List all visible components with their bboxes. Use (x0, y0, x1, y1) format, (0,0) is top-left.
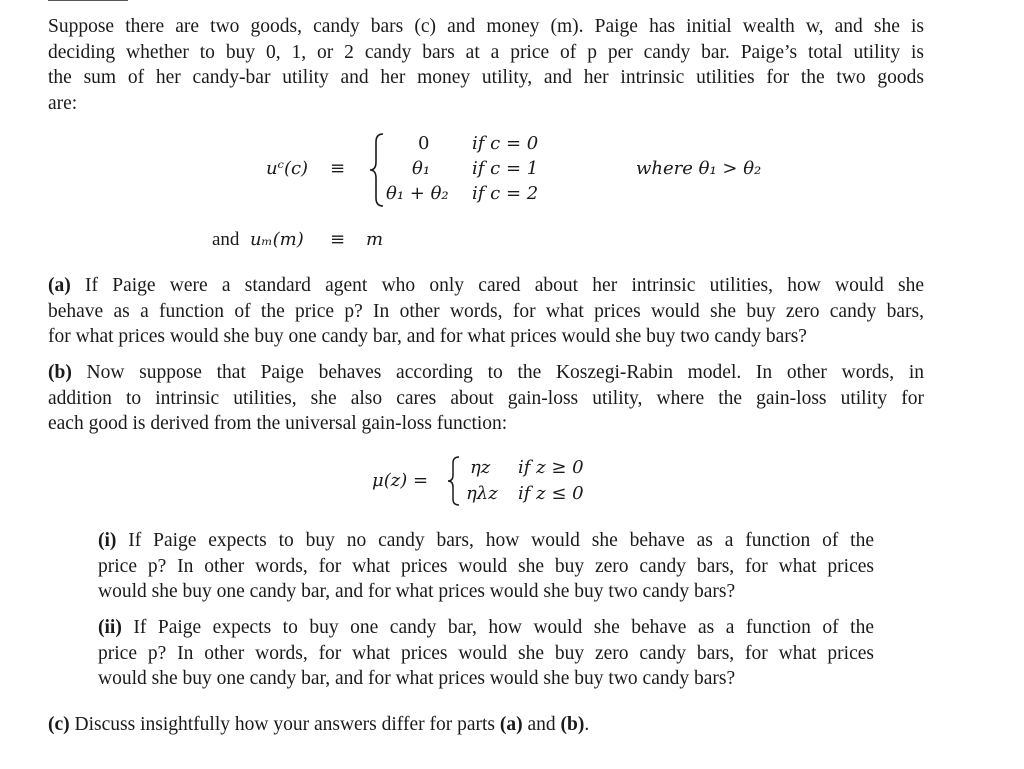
part-c-and: and (527, 714, 556, 735)
eq3-brace (446, 455, 462, 507)
part-b-ii-line: would she buy one candy bar, and for what prices would she buy two candy bars? (98, 668, 736, 690)
part-b-ii (98, 615, 874, 692)
eq2-rhs: m (366, 229, 384, 250)
part-b-i (98, 528, 874, 605)
eq1-brace (368, 132, 386, 208)
part-c-end: . (584, 714, 590, 735)
top-rule (48, 0, 128, 1)
part-b-i-label: (i) (98, 530, 117, 551)
part-b-line: Now suppose that Paige behaves according to the Koszegi-Rabin model. In other words, in (86, 362, 924, 383)
part-a-label: (a) (48, 275, 71, 296)
part-b-ii-label: (ii) (98, 617, 122, 638)
part-b-i-line: would she buy one candy bar, and for what prices would she buy two candy bars? (98, 581, 736, 603)
intro-line: deciding whether to buy 0, 1, or 2 candy bars at a price of p per candy bar. Paige’s total utility is (48, 41, 924, 63)
part-b-label: (b) (48, 362, 72, 383)
eq1-case-value: 0 (418, 133, 430, 154)
eq1-case-value: θ₁ + θ₂ (386, 183, 449, 204)
part-b (48, 360, 924, 437)
part-a-line: behave as a function of the price p? In other words, for what prices would she buy zero candy bars, (48, 300, 924, 322)
eq3-case-cond: if z ≥ 0 (518, 457, 584, 478)
eq3-case-value: ηλz (466, 483, 498, 504)
part-b-ii-line: If Paige expects to buy one candy bar, how would she behave as a function of the (133, 617, 874, 638)
part-c-label: (c) (48, 714, 70, 735)
eq1-where: where θ₁ > θ₂ (636, 158, 762, 179)
eq3-lhs: μ(z) = (372, 470, 429, 491)
eq1-case-cond: if c = 2 (472, 183, 539, 204)
part-a-line: If Paige were a standard agent who only cared about her intrinsic utilities, how would she (85, 275, 925, 296)
part-b-i-line: price p? In other words, for what prices would she buy zero candy bars, for what prices (98, 555, 874, 577)
part-a (48, 273, 924, 350)
part-b-ii-line: price p? In other words, for what prices would she buy zero candy bars, for what prices (98, 642, 874, 664)
part-b-line: each good is derived from the universal gain-loss function: (48, 413, 508, 435)
part-a-line: for what prices would she buy one candy bar, and for what prices would she buy two candy bars? (48, 326, 807, 348)
part-c (48, 712, 924, 738)
eq1-lhs: uᶜ(c) (266, 158, 309, 179)
eq3-case-value: ηz (470, 457, 491, 478)
eq1-case-value: θ₁ (412, 158, 431, 179)
eq2-lhs: uₘ(m) (250, 229, 304, 250)
eq1-case-cond: if c = 0 (472, 133, 539, 154)
eq2-prefix: and (212, 229, 240, 250)
part-b-line: addition to intrinsic utilities, she also cares about gain-loss utility, where the gain-loss utility for (48, 387, 924, 409)
intro-line: are: (48, 92, 78, 114)
intro-line: Suppose there are two goods, candy bars (c) and money (m). Paige has initial wealth w, and she is (48, 16, 924, 37)
part-c-ref-a: (a) (499, 714, 523, 735)
part-c-ref-b: (b) (560, 714, 585, 735)
eq3-case-cond: if z ≤ 0 (518, 483, 584, 504)
intro-line: the sum of her candy-bar utility and her money utility, and her intrinsic utilities for the two goods (48, 67, 924, 89)
intro-paragraph (48, 14, 924, 116)
eq1-equiv: ≡ (330, 158, 346, 179)
part-b-i-line: If Paige expects to buy no candy bars, how would she behave as a function of the (128, 530, 874, 551)
eq2-equiv: ≡ (330, 229, 346, 250)
eq1-case-cond: if c = 1 (472, 158, 539, 179)
part-c-text: Discuss insightfully how your answers differ for parts (74, 714, 495, 735)
